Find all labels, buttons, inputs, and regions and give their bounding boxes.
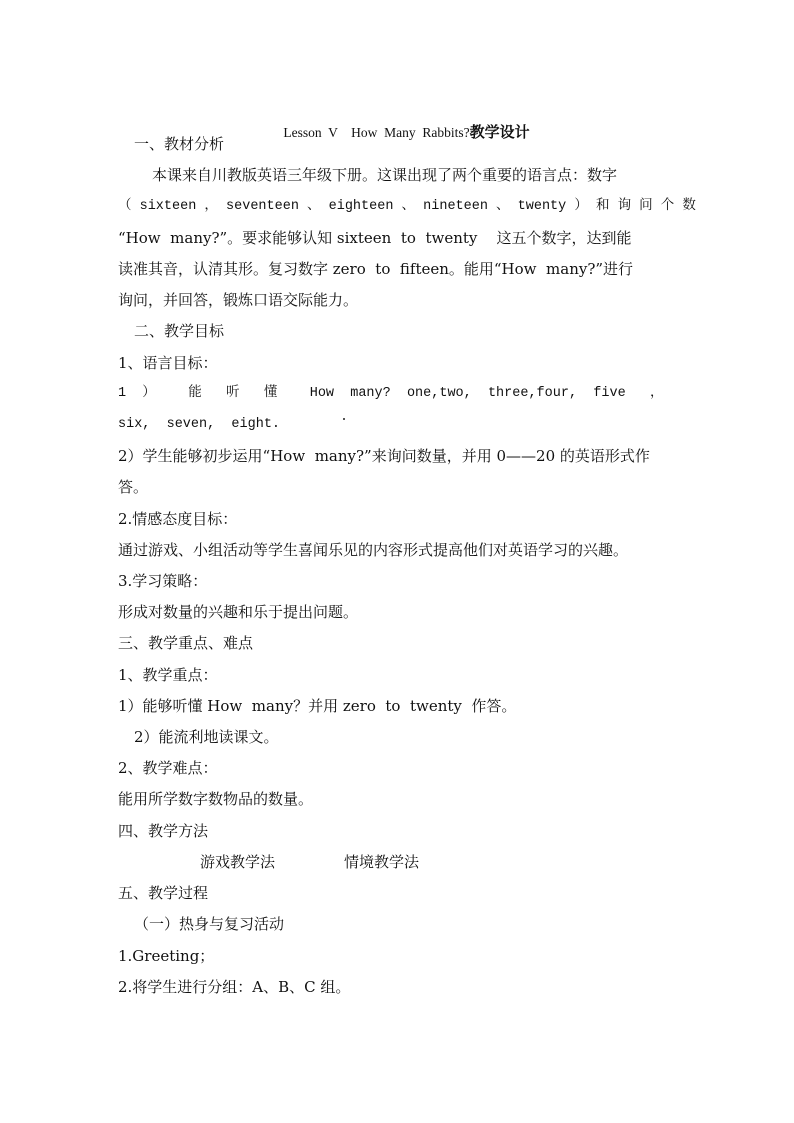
paragraph-line: 答。 — [118, 478, 149, 496]
subheading: （一）热身与复习活动 — [134, 915, 285, 933]
method-item: 游戏教学法 — [200, 853, 276, 871]
paragraph-line: six, seven, eight. — [118, 417, 281, 432]
document-title — [0, 102, 794, 163]
section-heading-4: 四、教学方法 — [118, 822, 209, 840]
subheading: 2.情感态度目标： — [118, 510, 238, 528]
section-heading-1: 一、教材分析 — [134, 135, 225, 153]
paragraph-line: （ sixteen ， seventeen 、 eighteen 、 nineteen 、 twenty ） 和 询 问 个 数 — [118, 199, 696, 214]
subheading: 1、教学重点： — [118, 666, 218, 684]
method-item: 情境教学法 — [344, 853, 420, 871]
paragraph-line: 1）能够听懂 How many？并用 zero to twenty 作答。 — [118, 697, 517, 715]
paragraph-line: 读准其音，认清其形。复习数字 zero to fifteen。能用“How many?”进行 — [118, 260, 634, 278]
title-english: Lesson V How Many Rabbits? — [283, 125, 470, 140]
paragraph-line: 能用所学数字数物品的数量。 — [118, 790, 314, 808]
paragraph-line: 1.Greeting； — [118, 947, 215, 965]
section-heading-3: 三、教学重点、难点 — [118, 634, 254, 652]
section-heading-5: 五、教学过程 — [118, 884, 209, 902]
stray-mark — [343, 418, 345, 420]
paragraph-line: 通过游戏、小组活动等学生喜闻乐见的内容形式提高他们对英语学习的兴趣。 — [118, 541, 629, 559]
paragraph-line: 2.将学生进行分组：A、B、C 组。 — [118, 978, 351, 996]
paragraph-line: 形成对数量的兴趣和乐于提出问题。 — [118, 603, 359, 621]
section-heading-2: 二、教学目标 — [134, 322, 225, 340]
subheading: 3.学习策略： — [118, 572, 208, 590]
paragraph-line: 本课来自川教版英语三年级下册。这课出现了两个重要的语言点：数字 — [152, 166, 618, 184]
paragraph-line: “How many?”。要求能够认知 sixteen to twenty 这五个数字，达到能 — [118, 229, 632, 247]
title-chinese: 教学设计 — [469, 123, 530, 141]
subheading: 1、语言目标： — [118, 354, 218, 372]
paragraph-line: 询问，并回答，锻炼口语交际能力。 — [118, 291, 359, 309]
subheading: 2、教学难点： — [118, 759, 218, 777]
paragraph-line: 1 ） 能 听 懂 How many? one,two, three,four, five ， — [118, 386, 664, 401]
paragraph-line: 2）能流利地读课文。 — [134, 728, 279, 746]
paragraph-line: 2）学生能够初步运用“How many?”来询问数量，并用 0——20 的英语形式作 — [118, 447, 650, 465]
